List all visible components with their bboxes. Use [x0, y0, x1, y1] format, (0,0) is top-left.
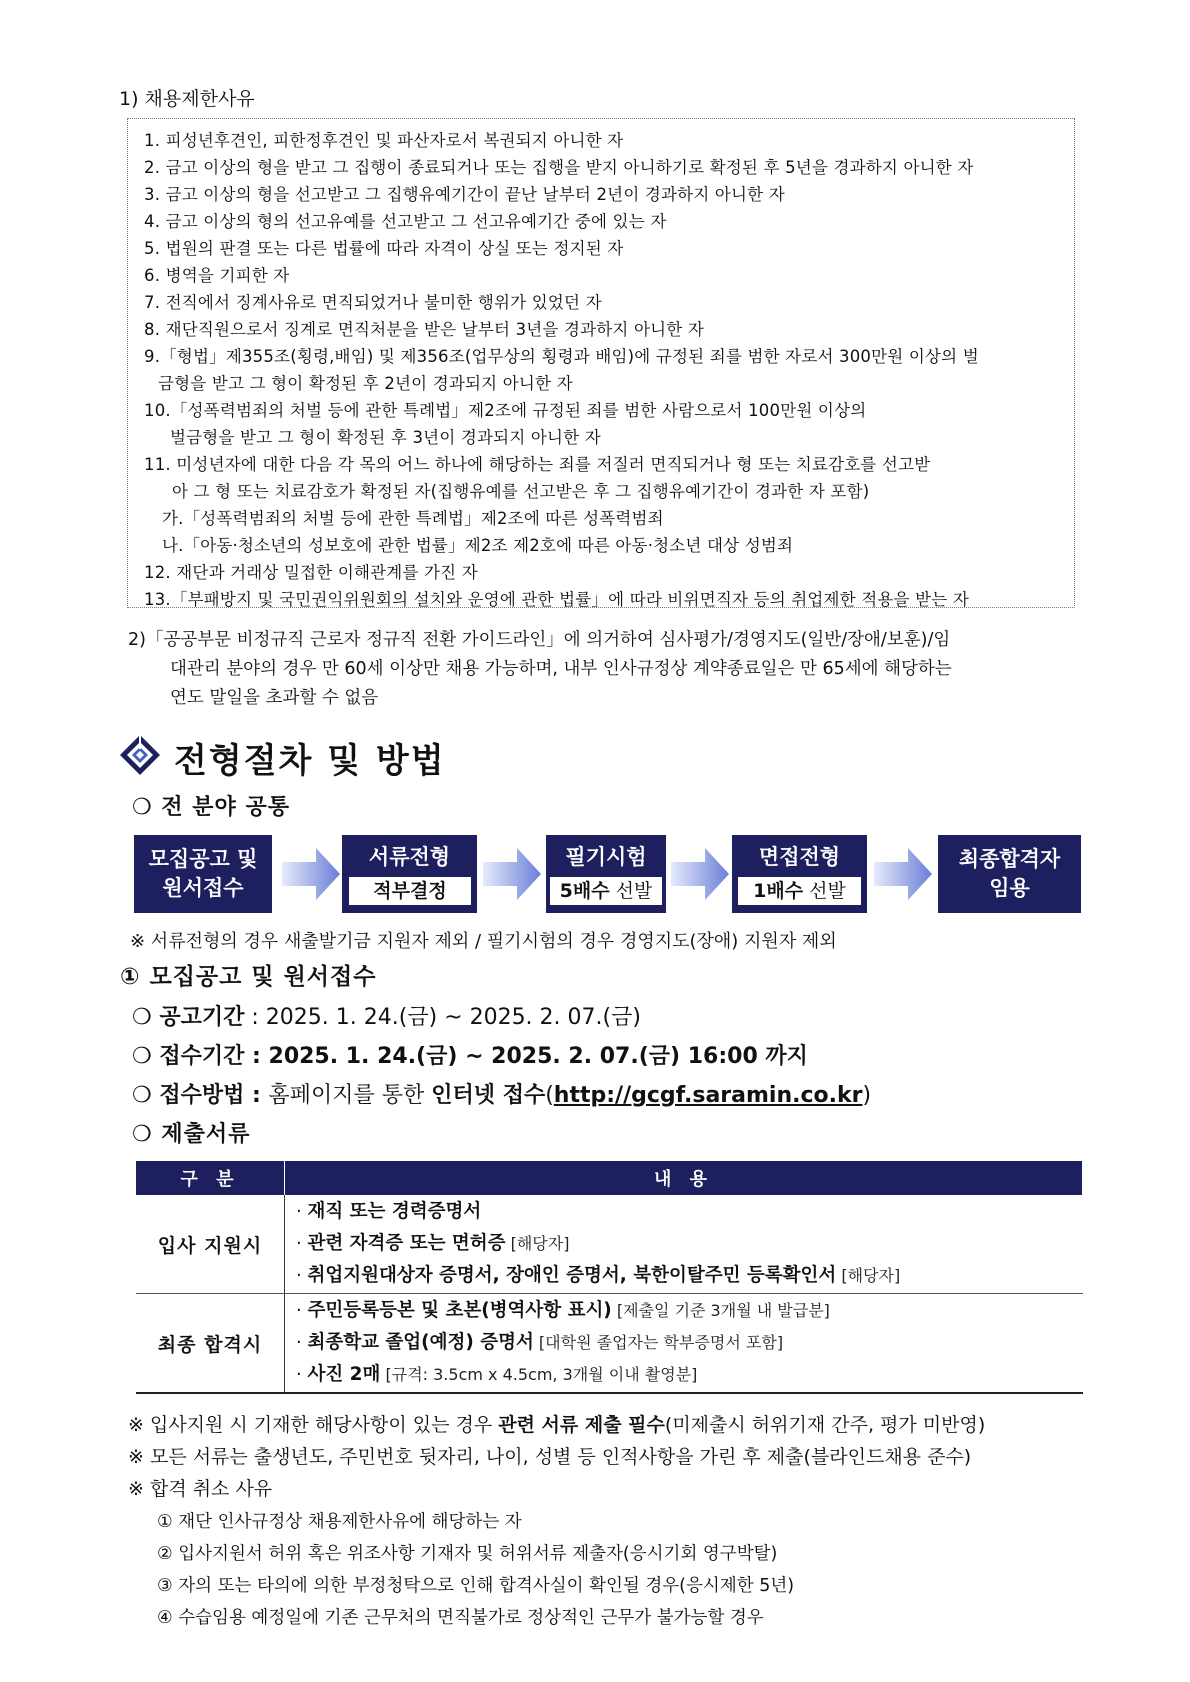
- flow-step-label: 원서접수: [162, 876, 244, 900]
- flow-step-label: 필기시험: [565, 845, 647, 869]
- table-row: [136, 1195, 1083, 1294]
- right-arrow-icon: [874, 848, 932, 900]
- docs-heading: ❍ 제출서류: [132, 1122, 251, 1147]
- restriction-heading: 1) 채용제한사유: [119, 88, 255, 110]
- flow-sub-text: 선발: [803, 880, 846, 902]
- table-category: 최종 합격시: [136, 1294, 285, 1394]
- announce-period: [132, 1000, 641, 1031]
- table-header: 내 용: [285, 1161, 1083, 1195]
- flow-step-final: [938, 835, 1081, 913]
- bullet: ·: [296, 1265, 302, 1286]
- documents-table: [136, 1161, 1083, 1394]
- section-title-text: 전형절차 및 방법: [174, 740, 446, 781]
- table-header: 구 분: [136, 1161, 285, 1195]
- flow-step-announcement: [134, 835, 272, 913]
- announce-label: ❍ 공고기간: [132, 1005, 245, 1030]
- restriction-item: 7. 전직에서 징계사유로 면직되었거나 불미한 행위가 있었던 자: [144, 293, 602, 312]
- apply-link[interactable]: http://gcgf.saramin.co.kr: [553, 1083, 863, 1108]
- restriction-item: 1. 피성년후견인, 피한정후견인 및 파산자로서 복권되지 아니한 자: [144, 131, 624, 150]
- restriction-box: [127, 118, 1075, 608]
- method-paren: ): [862, 1083, 872, 1108]
- method-text: 홈페이지를 통한: [268, 1083, 432, 1108]
- note-2-line: 대관리 분야의 경우 만 60세 이상만 채용 가능하며, 내부 인사규정상 계약종료일은 만 65세에 해당하는: [170, 659, 952, 679]
- receipt-period: [132, 1039, 808, 1070]
- flow-sub-bold: 5배수: [559, 880, 610, 902]
- doc-note: [해당자]: [505, 1234, 570, 1253]
- right-arrow-icon: [282, 848, 340, 900]
- receipt-label: ❍ 접수기간: [132, 1044, 245, 1069]
- note-text-bold: 관련 서류 제출 필수: [498, 1414, 665, 1436]
- restriction-item: 8. 재단직원으로서 징계로 면직처분을 받은 날부터 3년을 경과하지 아니한 자: [144, 320, 705, 339]
- section-title: [118, 732, 446, 782]
- restriction-item: 4. 금고 이상의 형의 선고유예를 선고받고 그 선고유예기간 중에 있는 자: [144, 212, 667, 231]
- diamond-logo-icon: [118, 733, 162, 781]
- restriction-item: 11. 미성년자에 대한 다음 각 목의 어느 하나에 해당하는 죄를 저질러 면직되거나 형 또는 치료감호를 선고받: [144, 455, 931, 474]
- restriction-item: 9.「형법」제355조(횡령,배임) 및 제356조(업무상의 횡령과 배임)에 규정된 죄를 범한 자로서 300만원 이상의 벌: [144, 347, 979, 366]
- table-content: [285, 1294, 1083, 1394]
- right-arrow-icon: [483, 848, 541, 900]
- note-blind: ※ 모든 서류는 출생년도, 주민번호 뒷자리, 나이, 성별 등 인적사항을 가린 후 제출(블라인드채용 준수): [128, 1446, 972, 1468]
- doc-name: 관련 자격증 또는 면허증: [307, 1233, 506, 1254]
- doc-name: 사진 2매: [307, 1364, 381, 1385]
- note-text: (미제출시 허위기재 간주, 평가 미반영): [664, 1414, 986, 1436]
- flow-note: ※ 서류전형의 경우 새출발기금 지원자 제외 / 필기시험의 경우 경영지도(장애) 지원자 제외: [130, 931, 837, 952]
- restriction-item: 12. 재단과 거래상 밀접한 이해관계를 가진 자: [144, 563, 478, 582]
- method-label: ❍ 접수방법: [132, 1083, 245, 1108]
- doc-line: [286, 1359, 1082, 1391]
- table-category: 입사 지원시: [136, 1195, 285, 1294]
- restriction-item: 10.「성폭력범죄의 처벌 등에 관한 특례법」제2조에 규정된 죄를 범한 사람으로서 100만원 이상의: [144, 401, 867, 420]
- cancel-item: ③ 자의 또는 타의에 의한 부정청탁으로 인해 합격사실이 확인될 경우(응시제한 5년): [157, 1576, 795, 1596]
- doc-line: [286, 1228, 1082, 1260]
- flow-step-label: 모집공고 및: [148, 847, 258, 871]
- doc-line: [286, 1260, 1082, 1292]
- doc-note: [규격: 3.5cm x 4.5cm, 3개월 이내 촬영분]: [380, 1365, 698, 1384]
- bullet: ·: [296, 1201, 302, 1222]
- doc-name: 최종학교 졸업(예정) 증명서: [307, 1332, 534, 1353]
- doc-name: 취업지원대상자 증명서, 장애인 증명서, 북한이탈주민 등록확인서: [307, 1265, 837, 1286]
- cancel-item: ② 입사지원서 허위 혹은 위조사항 기재자 및 허위서류 제출자(응시기회 영구박탈): [157, 1544, 778, 1564]
- restriction-item: 13.「부패방지 및 국민권익위원회의 설치와 운영에 관한 법률」에 따라 비위면직자 등의 취업제한 적용을 받는 자: [144, 590, 970, 609]
- restriction-item: 금형을 받고 그 형이 확정된 후 2년이 경과되지 아니한 자: [158, 374, 573, 393]
- restriction-item: 3. 금고 이상의 형을 선고받고 그 집행유예기간이 끝난 날부터 2년이 경과하지 아니한 자: [144, 185, 785, 204]
- announce-value: : 2025. 1. 24.(금) ~ 2025. 2. 07.(금): [244, 1005, 641, 1030]
- doc-note: [제출일 기준 3개월 내 발급분]: [611, 1301, 830, 1320]
- note-required-docs: [128, 1410, 985, 1437]
- common-heading: ❍ 전 분야 공통: [132, 795, 290, 820]
- flow-step-label: 서류전형: [368, 845, 451, 869]
- flow-step-label: 최종합격자: [958, 847, 1061, 871]
- flow-step-label: 임용: [989, 876, 1030, 900]
- sub-heading: ① 모집공고 및 원서접수: [120, 964, 377, 990]
- note-cancel-heading: ※ 합격 취소 사유: [128, 1478, 273, 1500]
- flow-step-sub: 적부결정: [348, 876, 472, 906]
- table-row: [136, 1294, 1083, 1394]
- bullet: ·: [296, 1332, 302, 1353]
- note-text: ※ 입사지원 시 기재한 해당사항이 있는 경우: [128, 1414, 499, 1436]
- doc-note: [대학원 졸업자는 학부증명서 포함]: [533, 1333, 784, 1352]
- receipt-method: [132, 1078, 871, 1109]
- method-paren: (: [545, 1083, 554, 1108]
- restriction-item: 나.「아동·청소년의 성보호에 관한 법률」제2조 제2호에 따른 아동·청소년 대상 성범죄: [162, 536, 794, 555]
- flow-step-label: 면접전형: [758, 845, 841, 869]
- note-2-line: 연도 말일을 초과할 수 없음: [170, 688, 379, 708]
- flow-step-sub: [737, 876, 862, 906]
- doc-line: [286, 1327, 1082, 1359]
- restriction-item: 가.「성폭력범죄의 처벌 등에 관한 특례법」제2조에 따른 성폭력범죄: [162, 509, 664, 528]
- cancel-item: ① 재단 인사규정상 채용제한사유에 해당하는 자: [157, 1512, 522, 1532]
- doc-line: [286, 1196, 1082, 1228]
- flow-sub-text: 선발: [609, 880, 653, 902]
- bullet: ·: [296, 1233, 302, 1254]
- receipt-value: : 2025. 1. 24.(금) ~ 2025. 2. 07.(금) 16:00 까지: [244, 1044, 808, 1069]
- bullet: ·: [296, 1364, 302, 1385]
- cancel-item: ④ 수습임용 예정일에 기존 근무처의 면직불가로 정상적인 근무가 불가능할 경우: [157, 1608, 764, 1628]
- restriction-item: 6. 병역을 기피한 자: [144, 266, 290, 285]
- doc-line: [286, 1295, 1082, 1327]
- method-colon: :: [244, 1083, 269, 1108]
- doc-name: 재직 또는 경력증명서: [307, 1201, 482, 1222]
- table-header-row: [136, 1161, 1083, 1195]
- restriction-item: 벌금형을 받고 그 형이 확정된 후 3년이 경과되지 아니한 자: [170, 428, 601, 447]
- restriction-item: 5. 법원의 판결 또는 다른 법률에 따라 자격이 상실 또는 정지된 자: [144, 239, 624, 258]
- flow-sub-bold: 1배수: [753, 880, 804, 902]
- method-text-bold: 인터넷 접수: [431, 1083, 546, 1108]
- note-2-line: 2)「공공부문 비정규직 근로자 정규직 전환 가이드라인」에 의거하여 심사평가/경영지도(일반/장애/보훈)/임: [128, 630, 951, 650]
- flow-step-sub: [549, 876, 663, 906]
- restriction-item: 2. 금고 이상의 형을 받고 그 집행이 종료되거나 또는 집행을 받지 아니하기로 확정된 후 5년을 경과하지 아니한 자: [144, 158, 974, 177]
- doc-note: [해당자]: [836, 1266, 901, 1285]
- bullet: ·: [296, 1300, 302, 1321]
- doc-name: 주민등록등본 및 초본(병역사항 표시): [307, 1300, 612, 1321]
- restriction-item: 아 그 형 또는 치료감호가 확정된 자(집행유예를 선고받은 후 그 집행유예기간이 경과한 자 포함): [172, 482, 870, 501]
- table-content: [285, 1195, 1083, 1294]
- right-arrow-icon: [671, 848, 729, 900]
